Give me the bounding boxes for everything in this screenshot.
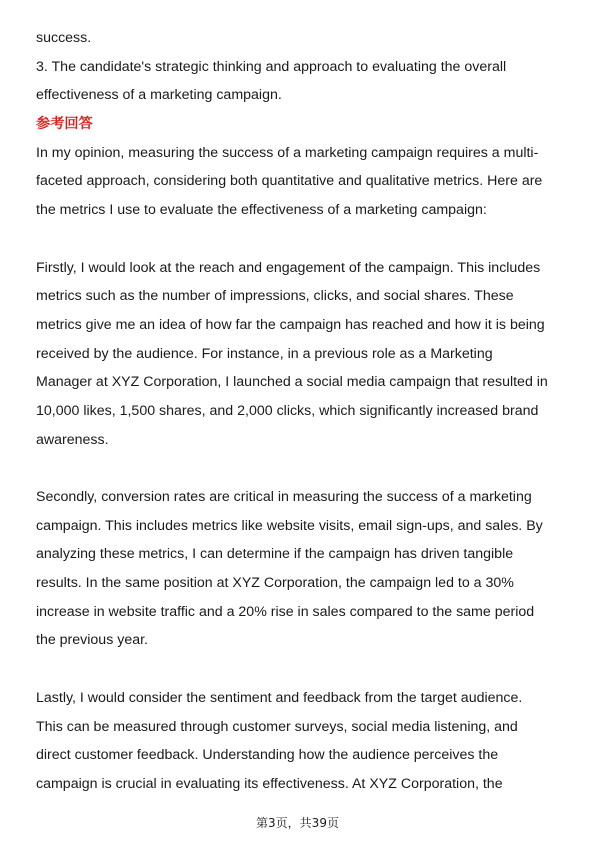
text-line: campaign. This includes metrics like website visits, email sign-ups, and sales. By [36, 517, 543, 534]
text-line: campaign is crucial in evaluating its effectiveness. At XYZ Corporation, the [36, 775, 503, 792]
answer-paragraph-1 [36, 139, 564, 225]
page-number-footer: 第3页，共39页 [256, 816, 339, 830]
text-line: success. [36, 30, 92, 46]
reference-answer-heading: 参考回答 [36, 116, 93, 133]
text-line: 10,000 likes, 1,500 shares, and 2,000 clicks, which significantly increased brand [36, 402, 539, 419]
text-line: the previous year. [36, 632, 148, 649]
paragraph-spacer [36, 454, 564, 483]
text-line: the metrics I use to evaluate the effectiveness of a marketing campaign: [36, 202, 487, 219]
text-line: analyzing these metrics, I can determine if the campaign has driven tangible [36, 546, 514, 563]
question-continuation [36, 24, 564, 110]
text-line: Manager at XYZ Corporation, I launched a social media campaign that resulted in [36, 374, 548, 391]
text-line: metrics such as the number of impressions, clicks, and social shares. These [36, 288, 514, 305]
text-line: Firstly, I would look at the reach and engagement of the campaign. This includes [36, 259, 541, 276]
text-line: direct customer feedback. Understanding how the audience perceives the [36, 747, 499, 764]
answer-paragraph-4 [36, 684, 564, 799]
text-line: increase in website traffic and a 20% rise in sales compared to the same period [36, 603, 535, 620]
paragraph-spacer [36, 225, 564, 254]
answer-paragraph-3 [36, 483, 564, 655]
text-line: results. In the same position at XYZ Corporation, the campaign led to a 30% [36, 575, 514, 592]
text-line: In my opinion, measuring the success of a marketing campaign requires a multi- [36, 144, 539, 161]
paragraph-spacer [36, 655, 564, 684]
answer-paragraph-2 [36, 254, 564, 455]
text-line: metrics give me an idea of how far the campaign has reached and how it is being [36, 316, 545, 333]
text-line: 3. The candidate's strategic thinking and approach to evaluating the overall [36, 58, 507, 75]
text-line: effectiveness of a marketing campaign. [36, 87, 282, 104]
text-line: Lastly, I would consider the sentiment and feedback from the target audience. [36, 689, 523, 706]
text-line: awareness. [36, 431, 109, 448]
text-line: Secondly, conversion rates are critical in measuring the success of a marketing [36, 489, 532, 505]
text-line: faceted approach, considering both quantitative and qualitative metrics. Here are [36, 173, 543, 190]
text-line: received by the audience. For instance, in a previous role as a Marketing [36, 345, 493, 362]
page-content [36, 24, 564, 799]
text-line: This can be measured through customer surveys, social media listening, and [36, 718, 518, 735]
